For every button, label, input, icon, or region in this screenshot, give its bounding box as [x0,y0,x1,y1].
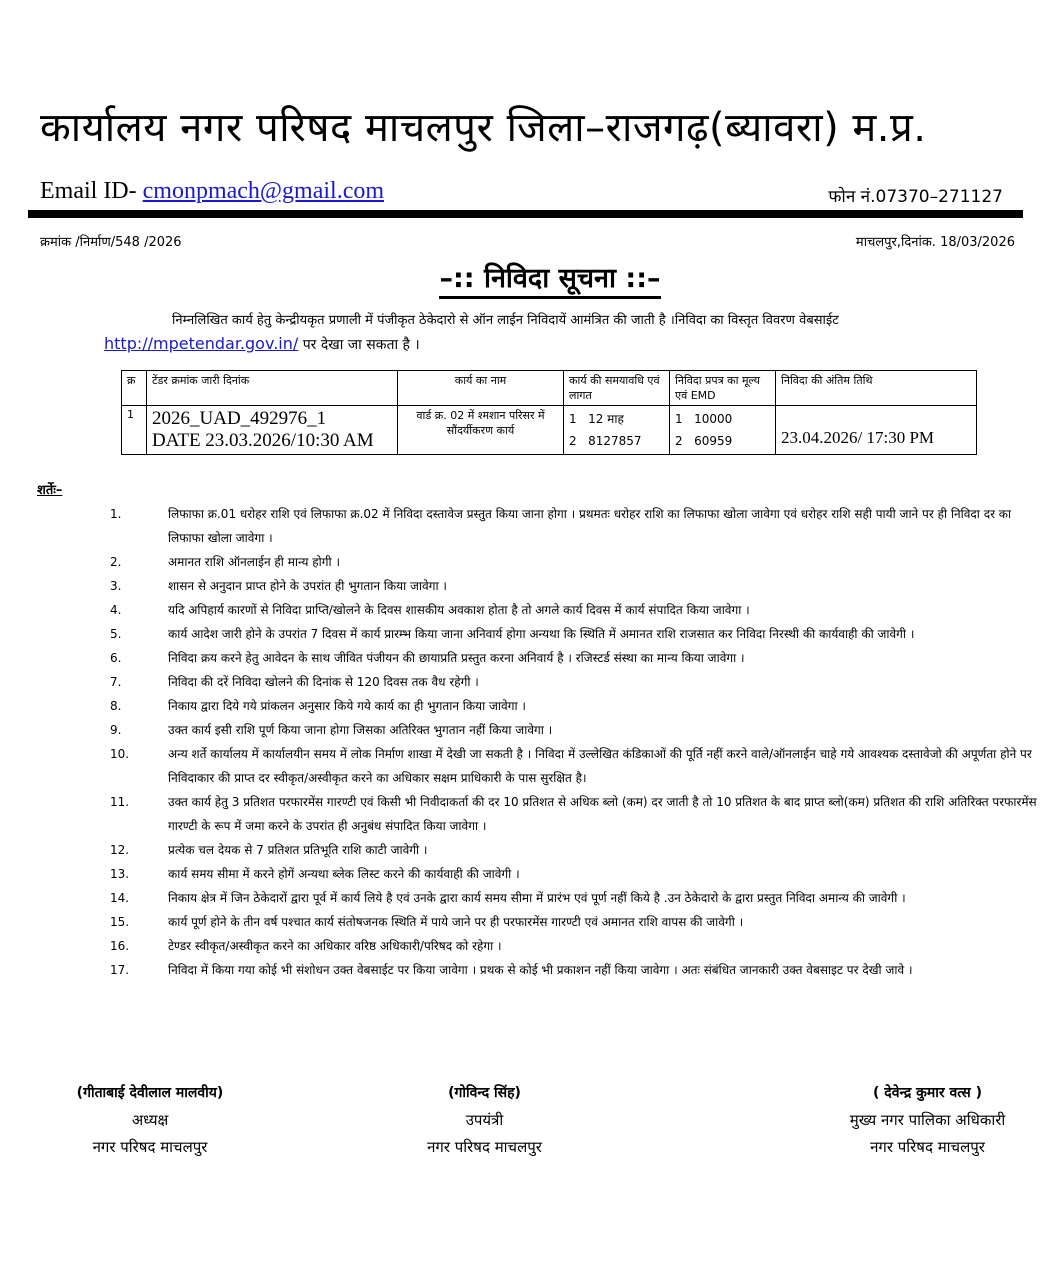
condition-number: 5. [110,627,122,641]
notice-title-text: –:: निविदा सूचना ::– [439,263,660,299]
signatory-office: नगर परिषद माचलपुर [427,1138,542,1156]
condition-text: अन्य शर्ते कार्यालय में कार्यालयीन समय में लोक निर्माण शाखा में देखी जा सकती है । निविदा में उल्लेखित कंडिकाओं की पूर्ति नहीं करने वाले/ऑनलाईन चाहे गये आवश्यक दस्तावेजो की अपूर्णता होने पर निविदाकार की प्राप्त दर स्वीकृत/अस्वीकृत करने का अधिकार सक्षम प्राधिकारी के पास सुरक्षित है। [168,747,1032,785]
signature-block-engineer [392,1080,577,1161]
condition-text: शासन से अनुदान प्राप्त होने के उपरांत ही भुगतान किया जावेगा । [168,579,447,593]
intro-line-2 [104,334,420,354]
cell-duration-cost [564,406,670,455]
cell-sn: 1 [122,406,147,455]
condition-number: 4. [110,603,122,617]
condition-text: अमानत राशि ऑनलाईन ही मान्य होगी । [168,555,341,569]
signatory-office: नगर परिषद माचलपुर [92,1138,208,1156]
duration-line [569,408,664,430]
condition-text: उक्त कार्य इसी राशि पूर्ण किया जाना होगा जिसका अतिरिक्त भुगतान नहीं किया जावेगा । [168,723,553,737]
emd-index: 2 [675,434,683,448]
notice-title [0,258,1061,295]
tender-website-link[interactable]: http://mpetendar.gov.in/ [104,334,299,353]
fee-value: 10000 [694,412,733,426]
signatory-designation: अध्यक्ष [131,1111,169,1129]
list-item [110,790,1040,838]
email-row [40,178,384,205]
list-item [110,574,1040,598]
condition-text: लिफाफा क्र.01 धरोहर राशि एवं लिफाफा क्र.02 में निविदा दस्तावेज प्रस्तुत किया जाना होगा । प्रथमतः धरोहर राशि का लिफाफा खोला जावेगा एवं धरोहर राशि सही पायी जाने पर ही निविदा दर का लिफाफा खोला जावेगा । [168,507,1012,545]
emd-value: 60959 [694,434,733,448]
list-item [110,598,1040,622]
cost-value: 8127857 [588,434,642,448]
reference-date: माचलपुर,दिनांक. 18/03/2026 [855,235,1015,250]
condition-text: निकाय द्वारा दिये गये प्रांकलन अनुसार किये गये कार्य का ही भुगतान किया जावेगा । [168,699,526,713]
condition-number: 8. [110,699,122,713]
tender-table [121,370,977,455]
condition-number: 1. [110,507,122,521]
list-item [110,718,1040,742]
list-item [110,886,1040,910]
reference-number: क्रमांक /निर्माण/548 /2026 [40,235,182,250]
list-item [110,646,1040,670]
condition-number: 13. [110,867,130,881]
intro-line-1: निम्नलिखित कार्य हेतु केन्द्रीयकृत प्रणाली में पंजीकृत ठेकेदारो से ऑन लाईन निविदायें आमंत्रित की जाती है ।निविदा का विस्तृत विवरण वेबसाईट [172,313,839,328]
signatory-name: ( देवेन्द्र कुमार वत्स ) [873,1085,982,1101]
list-item [110,694,1040,718]
cost-line [569,430,664,452]
condition-text: उक्त कार्य हेतु 3 प्रतिशत परफारमेंस गारण्टी एवं किसी भी निवीदाकर्ता की दर 10 प्रतिशत से अधिक ब्लो (कम) दर जाती है तो 10 प्रतिशत के बाद प्राप्त ब्लो(कम) प्रतिशत की राशि अतिरिक्त परफारमेंस गारण्टी के रूप में जमा करने के उपरांत ही अनुबंध संपादित किया जावेगा । [168,795,1037,833]
condition-text: निविदा की दरें निविदा खोलने की दिनांक से 120 दिवस तक वैध रहेगी । [168,675,479,689]
condition-text: निविदा क्रय करने हेतु आवेदन के साथ जीवित पंजीयन की छायाप्रति प्रस्तुत करना अनिवार्य है । रजिस्टर्ड संस्था का मान्य किया जावेगा । [168,651,745,665]
header-cell-work: कार्य का नाम [398,371,564,406]
header-cell-sn: क्र [122,371,147,406]
conditions-heading: शर्तेः– [37,483,63,498]
condition-text: कार्य आदेश जारी होने के उपरांत 7 दिवस में कार्य प्रारम्भ किया जाना अनिवार्य होगा अन्यथा कि स्थिति में अमानत राशि राजसात कर निविदा निरस्थी की कार्यवाही की जावेगी । [168,627,915,641]
tender-date: DATE 23.03.2026/10:30 AM [152,430,374,451]
condition-text: टेण्डर स्वीकृत/अस्वीकृत करने का अधिकार वरिष्ठ अधिकारी/परिषद को रहेगा । [168,939,502,953]
fee-index: 1 [675,412,683,426]
email-label: Email ID- [40,178,137,204]
condition-number: 15. [110,915,130,929]
signatory-office: नगर परिषद माचलपुर [870,1138,985,1156]
condition-text: कार्य समय सीमा में करने होगें अन्यथा ब्लेक लिस्ट करने की कार्यवाही की जावेगी । [168,867,520,881]
list-item [110,742,1040,790]
list-item [110,670,1040,694]
condition-text: यदि अपिहार्य कारणों से निविदा प्राप्ति/खोलने के दिवस शासकीय अवकाश होता है तो अगले कार्य दिवस में कार्य संपादित किया जावेगा । [168,603,750,617]
cell-last-date: 23.04.2026/ 17:30 PM [776,406,977,455]
signatory-designation: मुख्य नगर पालिका अधिकारी [849,1111,1006,1129]
tender-number: 2026_UAD_492976_1 [152,408,327,429]
condition-number: 9. [110,723,122,737]
list-item [110,838,1040,862]
email-link[interactable]: cmonpmach@gmail.com [142,178,385,204]
header-cell-fee-emd: निविदा प्रपत्र का मूल्य एवं EMD [670,371,776,406]
list-item [110,550,1040,574]
condition-number: 14. [110,891,130,905]
condition-text: निकाय क्षेत्र में जिन ठेकेदारों द्वारा पूर्व में कार्य लिये है एवं उनके द्वारा कार्य समय सीमा में प्रारंभ एवं पूर्ण नहीं किये है .उन ठेकेदारो के द्वारा प्रस्तुत निविदा अमान्य की जावेगी । [168,891,906,905]
list-item [110,934,1040,958]
signatory-name: (गोविन्द सिंह) [448,1085,521,1101]
condition-number: 16. [110,939,130,953]
condition-text: निविदा में किया गया कोई भी संशोधन उक्त वेबसाईट पर किया जावेगा । प्रथक से कोई भी प्रकाशन नहीं किया जावेगा । अतः संबंधित जानकारी उक्त वेबसाइट पर देखी जावे । [168,963,913,977]
list-item [110,958,1040,982]
condition-number: 7. [110,675,122,689]
header-cell-duration-cost: कार्य की समयावधि एवं लागत [564,371,670,406]
list-item [110,862,1040,886]
emd-line [675,430,770,452]
condition-number: 6. [110,651,122,665]
list-item [110,622,1040,646]
list-item [110,502,1040,550]
condition-number: 3. [110,579,122,593]
cell-tender [147,406,398,455]
signatory-designation: उपयंत्री [465,1111,504,1129]
table-row [122,406,977,455]
list-item [110,910,1040,934]
duration-index: 1 [569,412,577,426]
cell-fee-emd [670,406,776,455]
condition-number: 12. [110,843,130,857]
signature-block-cmo [815,1080,1040,1161]
cell-work-name: वार्ड क्र. 02 में श्मशान परिसर में सौंदर्यीकरण कार्य [398,406,564,455]
conditions-list [110,502,1040,982]
condition-number: 10. [110,747,130,761]
header-divider [28,210,1023,218]
condition-number: 2. [110,555,122,569]
condition-number: 17. [110,963,130,977]
office-title: कार्यालय नगर परिषद माचलपुर जिला–राजगढ़(ब्यावरा) म.प्र. [40,105,927,151]
header-cell-last-date: निविदा की अंतिम तिथि [776,371,977,406]
table-header-row [122,371,977,406]
intro-line-2-text: पर देखा जा सकता है । [302,337,420,353]
condition-text: कार्य पूर्ण होने के तीन वर्ष पश्चात कार्य संतोषजनक स्थिति में पाये जाने पर ही परफारमेंस गारण्टी एवं अमानत राशि वापस की जावेगी । [168,915,744,929]
condition-text: प्रत्येक चल देयक से 7 प्रतिशत प्रतिभूति राशि काटी जावेगी । [168,843,428,857]
fee-line [675,408,770,430]
signature-block-president [50,1080,250,1161]
condition-number: 11. [110,795,130,809]
cost-index: 2 [569,434,577,448]
signatory-name: (गीताबाई देवीलाल मालवीय) [76,1085,224,1101]
header-cell-tender: टेंडर क्रमांक जारी दिनांक [147,371,398,406]
phone-number: फोन नं.07370–271127 [828,187,1003,207]
duration-value: 12 माह [588,412,624,426]
